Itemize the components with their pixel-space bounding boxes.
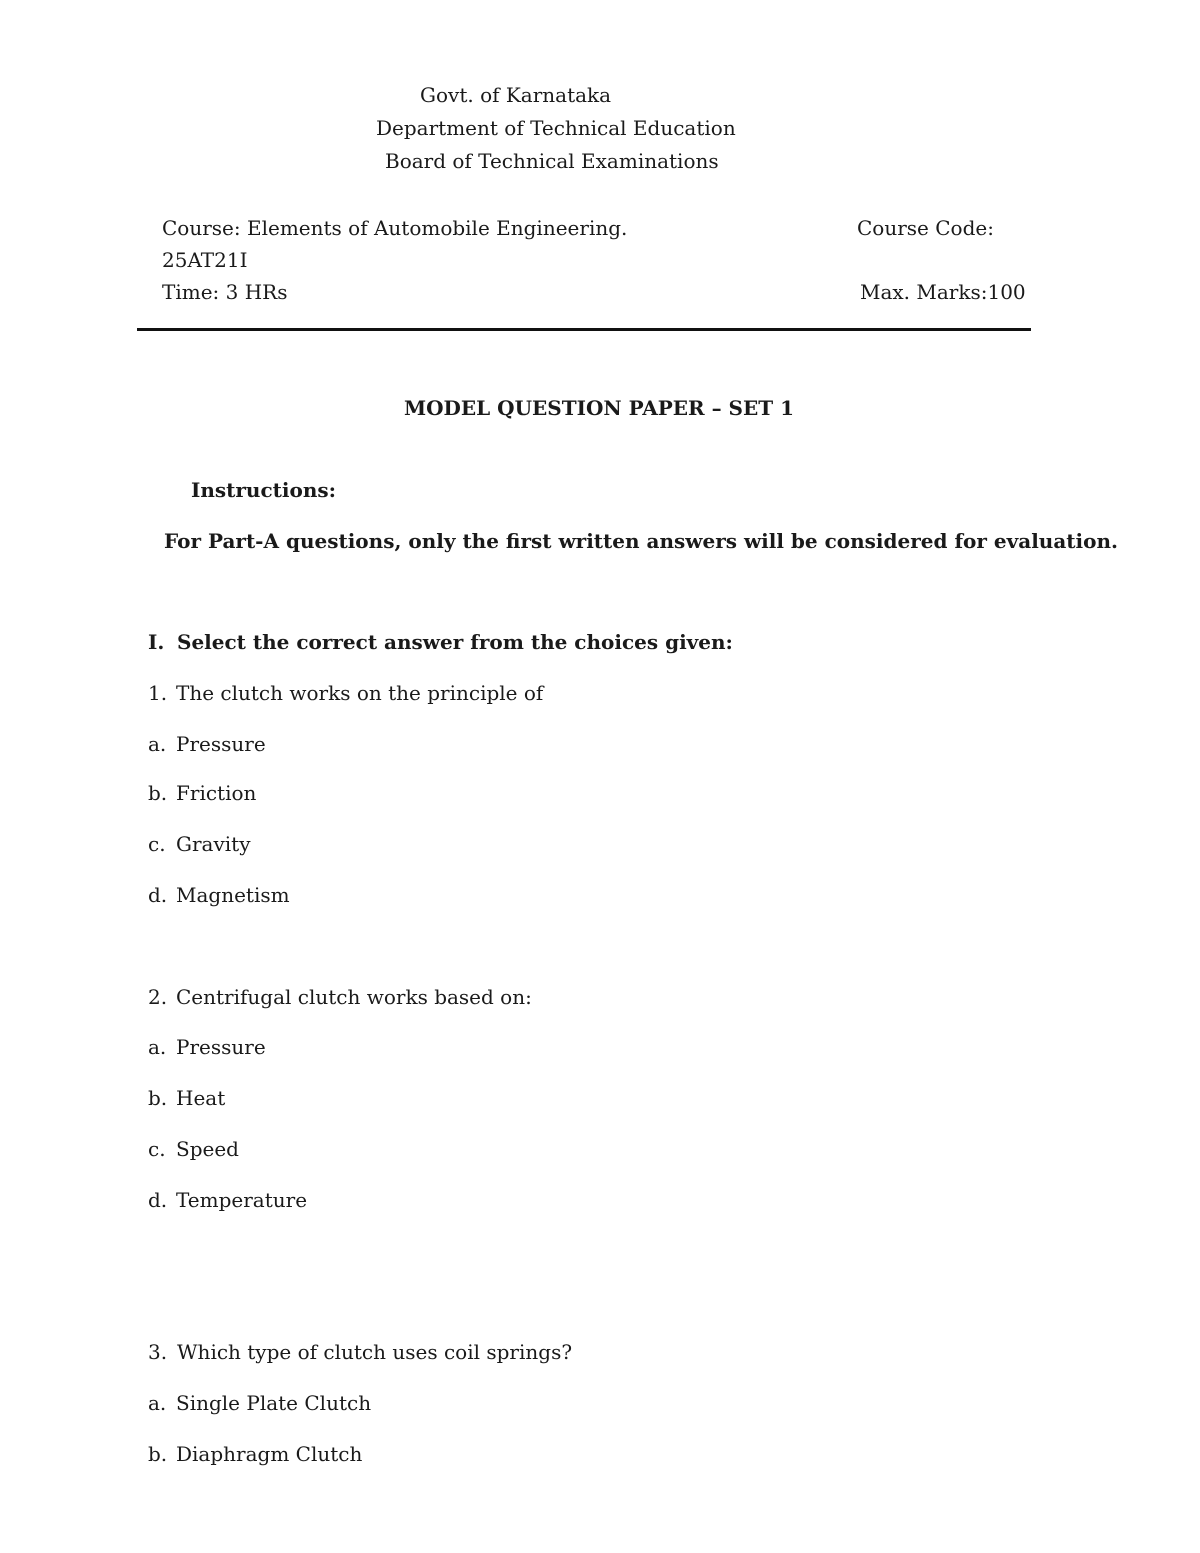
header-govt: Govt. of Karnataka (420, 83, 612, 107)
option-text: Magnetism (176, 883, 290, 907)
section-title: Select the correct answer from the choices given: (177, 630, 733, 654)
course-code-value: 25AT21I (162, 248, 248, 272)
question-number: 3. (148, 1340, 168, 1364)
course-name: Course: Elements of Automobile Engineering. (162, 216, 628, 240)
option-letter: a. (148, 732, 167, 756)
option-letter: b. (148, 1086, 168, 1110)
section-number: I. (148, 630, 165, 654)
instructions-text: For Part-A questions, only the first written answers will be considered for evaluation. (164, 529, 1118, 553)
option-text: Pressure (176, 1035, 266, 1059)
option-text: Friction (176, 781, 257, 805)
instructions-heading: Instructions: (191, 478, 337, 502)
option-letter: a. (148, 1391, 167, 1415)
header-department: Department of Technical Education (376, 116, 736, 140)
option-text: Pressure (176, 732, 266, 756)
option-text: Speed (176, 1137, 239, 1161)
option-text: Temperature (176, 1188, 308, 1212)
option-text: Gravity (176, 832, 251, 856)
header-board: Board of Technical Examinations (385, 149, 719, 173)
option-letter: d. (148, 1188, 168, 1212)
question-number: 2. (148, 985, 168, 1009)
option-letter: a. (148, 1035, 167, 1059)
option-letter: b. (148, 781, 168, 805)
course-code-label: Course Code: (857, 216, 994, 240)
exam-time: Time: 3 HRs (162, 280, 288, 304)
option-text: Heat (176, 1086, 226, 1110)
question-text: The clutch works on the principle of (176, 681, 544, 705)
option-letter: c. (148, 1137, 166, 1161)
question-text: Centrifugal clutch works based on: (176, 985, 532, 1009)
option-text: Single Plate Clutch (176, 1391, 372, 1415)
option-letter: c. (148, 832, 166, 856)
question-text: Which type of clutch uses coil springs? (177, 1340, 573, 1364)
max-marks: Max. Marks:100 (860, 280, 1026, 304)
option-letter: b. (148, 1442, 168, 1466)
option-letter: d. (148, 883, 168, 907)
header-divider (137, 328, 1031, 331)
question-number: 1. (148, 681, 168, 705)
paper-title: MODEL QUESTION PAPER – SET 1 (404, 396, 795, 420)
option-text: Diaphragm Clutch (176, 1442, 363, 1466)
